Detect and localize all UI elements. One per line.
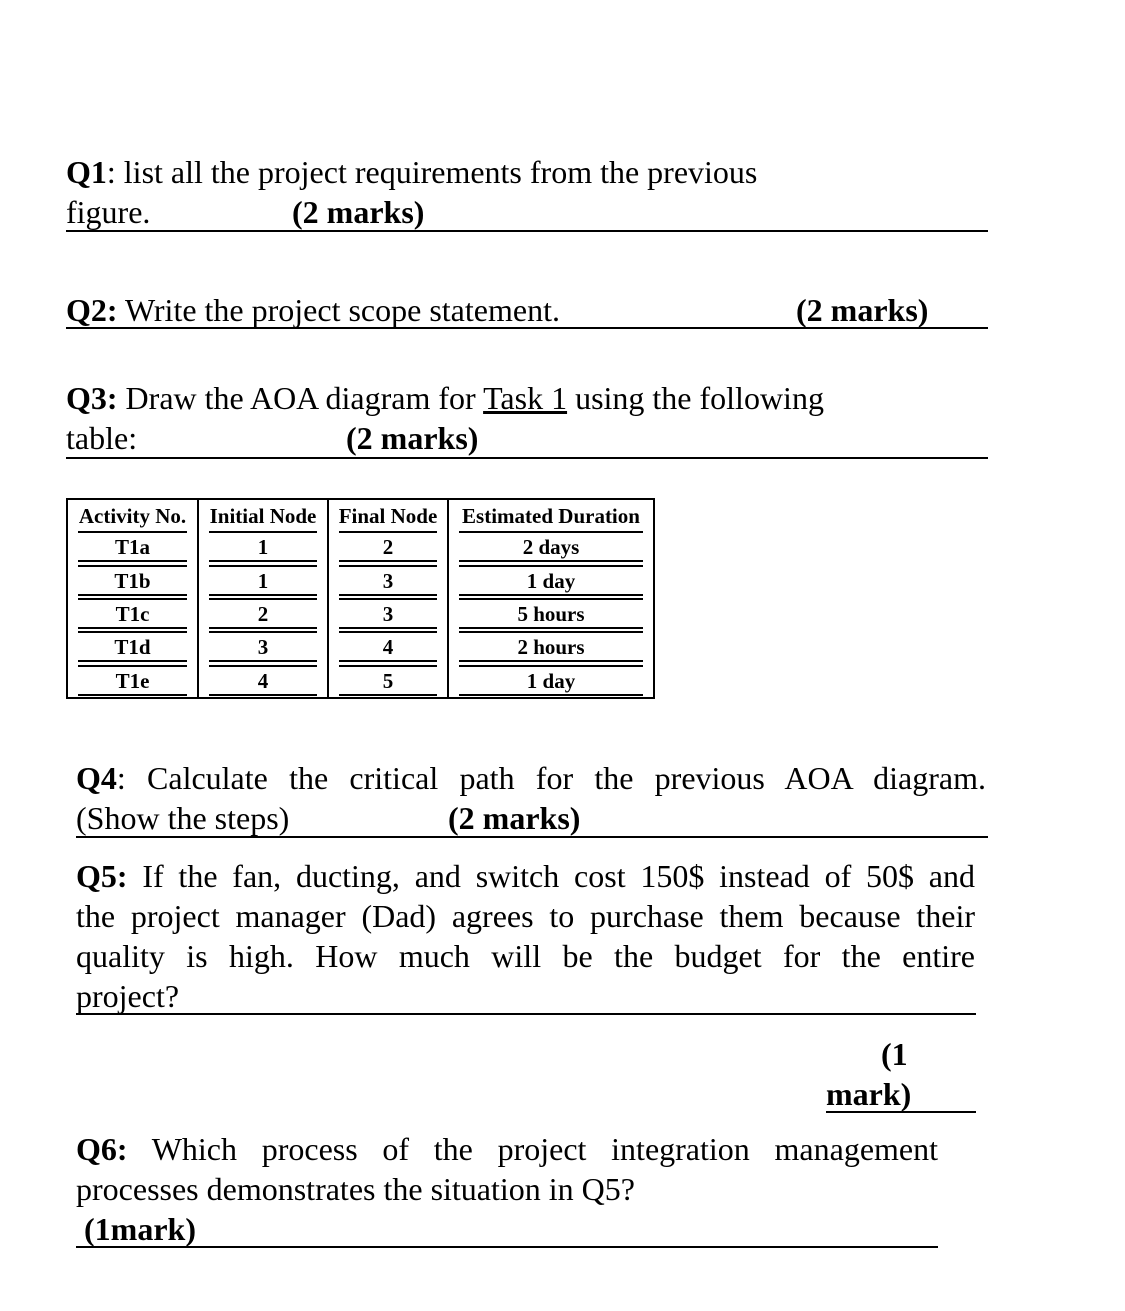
q4-line1 bbox=[76, 758, 986, 798]
table-row bbox=[68, 630, 653, 663]
q3-line1 bbox=[66, 378, 966, 418]
q6-answer-line bbox=[76, 1246, 938, 1248]
q5-text-1: If the fan, ducting, and switch cost 150$ instead of 50$ and bbox=[127, 858, 975, 894]
q2-text: Write the project scope statement. bbox=[117, 292, 560, 328]
q3-marks: (2 marks) bbox=[346, 420, 479, 456]
cell-initial-node: 3 bbox=[197, 630, 327, 663]
cell-activity: T1d bbox=[68, 630, 197, 663]
cell-final-node: 3 bbox=[327, 563, 447, 596]
question-2 bbox=[66, 290, 966, 330]
cell-duration: 2 days bbox=[447, 530, 653, 563]
q1-text: : list all the project requirements from the previous bbox=[106, 154, 758, 190]
cell-duration: 1 day bbox=[447, 563, 653, 596]
q5-answer-line bbox=[76, 1013, 976, 1015]
q5-line4: project? bbox=[76, 978, 180, 1014]
q1-line2 bbox=[66, 192, 966, 232]
q6-text-1: Which process of the project integration management bbox=[127, 1131, 938, 1167]
q3-answer-line bbox=[66, 457, 988, 459]
cell-initial-node: 1 bbox=[197, 563, 327, 596]
cell-final-node: 2 bbox=[327, 530, 447, 563]
question-3 bbox=[66, 378, 966, 458]
q5-label: Q5: bbox=[76, 858, 128, 894]
cell-final-node: 3 bbox=[327, 597, 447, 630]
table-header-row bbox=[68, 500, 653, 530]
question-1 bbox=[66, 152, 966, 232]
q3-text-after: using the following bbox=[567, 380, 824, 416]
cell-final-node: 5 bbox=[327, 664, 447, 697]
header-estimated-duration: Estimated Duration bbox=[447, 500, 653, 530]
q2-label: Q2: bbox=[66, 292, 118, 328]
q2-marks: (2 marks) bbox=[796, 292, 929, 328]
header-final-node: Final Node bbox=[327, 500, 447, 530]
q5-line1 bbox=[76, 856, 975, 896]
cell-initial-node: 4 bbox=[197, 664, 327, 697]
q1-text-cont: figure. bbox=[66, 194, 151, 230]
cell-initial-node: 2 bbox=[197, 597, 327, 630]
q4-text-cont: (Show the steps) bbox=[76, 800, 290, 836]
header-activity-no: Activity No. bbox=[78, 504, 187, 528]
table-row bbox=[68, 664, 653, 697]
q6-marks: (1mark) bbox=[84, 1211, 196, 1247]
q5-marks-line bbox=[826, 1111, 976, 1113]
q1-marks: (2 marks) bbox=[292, 194, 425, 230]
q1-label: Q1 bbox=[66, 154, 107, 190]
q5-marks-2: mark) bbox=[826, 1076, 912, 1112]
q5-marks bbox=[826, 1034, 926, 1114]
cell-initial-node: 1 bbox=[197, 530, 327, 563]
q3-task-link: Task 1 bbox=[483, 380, 568, 416]
q4-answer-line bbox=[76, 836, 988, 838]
q4-line2 bbox=[76, 798, 986, 838]
q6-label: Q6: bbox=[76, 1131, 128, 1167]
q3-label: Q3: bbox=[66, 380, 118, 416]
q3-text: Draw the AOA diagram for bbox=[117, 380, 484, 416]
cell-final-node: 4 bbox=[327, 630, 447, 663]
q3-text-cont: table: bbox=[66, 420, 138, 456]
cell-activity: T1c bbox=[68, 597, 197, 630]
q4-text: : Calculate the critical path for the previous AOA diagram. bbox=[116, 760, 986, 796]
cell-activity: T1b bbox=[68, 563, 197, 596]
q1-line1 bbox=[66, 152, 966, 192]
question-4 bbox=[76, 758, 986, 838]
q5-marks-1: (1 bbox=[881, 1036, 908, 1072]
cell-duration: 2 hours bbox=[447, 630, 653, 663]
q3-line2 bbox=[66, 418, 966, 458]
q5-line3: quality is high. How much will be the budget for the entire bbox=[76, 938, 975, 974]
q4-marks: (2 marks) bbox=[448, 800, 581, 836]
cell-duration: 1 day bbox=[447, 664, 653, 697]
table-row bbox=[68, 597, 653, 630]
q6-line1 bbox=[76, 1129, 938, 1169]
cell-duration: 5 hours bbox=[447, 597, 653, 630]
table-row bbox=[68, 563, 653, 596]
q6-line2: processes demonstrates the situation in Q5? bbox=[76, 1171, 635, 1207]
q5-line2: the project manager (Dad) agrees to purchase them because their bbox=[76, 898, 975, 934]
activity-table bbox=[66, 498, 655, 699]
cell-activity: T1a bbox=[68, 530, 197, 563]
cell-activity: T1e bbox=[68, 664, 197, 697]
table-row bbox=[68, 530, 653, 563]
question-6 bbox=[76, 1129, 938, 1249]
q2-answer-line bbox=[66, 327, 988, 329]
q4-label: Q4 bbox=[76, 760, 117, 796]
question-5 bbox=[76, 856, 975, 1016]
header-initial-node: Initial Node bbox=[197, 500, 327, 530]
q1-answer-line bbox=[66, 230, 988, 232]
